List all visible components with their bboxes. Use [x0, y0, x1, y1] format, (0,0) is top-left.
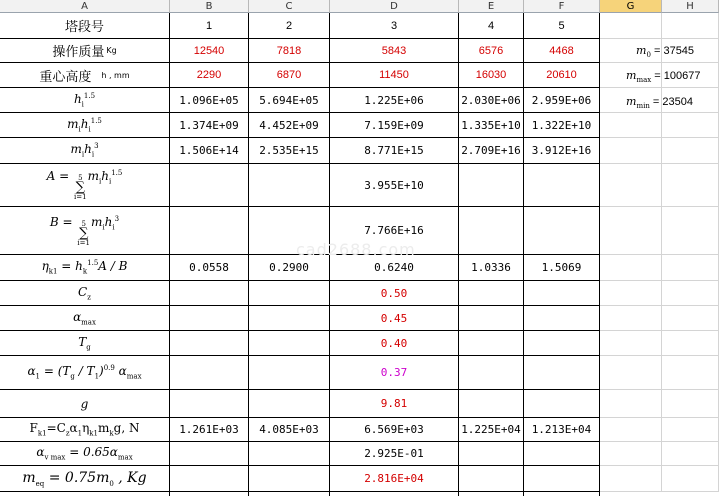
cell-empty[interactable] — [0, 492, 170, 496]
formula-eta[interactable]: $\eta_{k1} = h_k^{1.5}A / B$ — [0, 255, 170, 281]
cell-empty[interactable] — [600, 442, 662, 466]
cell-empty[interactable] — [459, 164, 524, 207]
cell-empty[interactable] — [600, 281, 662, 306]
cell-segment-2[interactable]: 2 — [249, 13, 330, 39]
row-Fk — [0, 418, 719, 442]
column-header-a[interactable]: A — [0, 0, 170, 13]
cell-empty[interactable] — [662, 466, 719, 492]
row-meq — [0, 466, 719, 492]
side-mmin-value: 23504 — [662, 96, 693, 108]
row-alpha-v — [0, 442, 719, 466]
cell-empty[interactable] — [459, 442, 524, 466]
cell-empty[interactable] — [524, 207, 600, 255]
cell-segment-1[interactable]: 1 — [170, 13, 249, 39]
cell-Fk-4[interactable]: 1.225E+04 — [459, 418, 524, 442]
cell-Fk-2[interactable]: 4.085E+03 — [249, 418, 330, 442]
cell-alpha-max-value[interactable]: 0.45 — [330, 306, 459, 331]
formula-alpha-max[interactable]: $\alpha_{max}$ — [0, 306, 170, 331]
row-g — [0, 390, 719, 418]
cell-empty[interactable] — [459, 390, 524, 418]
cell-Tg-value[interactable]: 0.40 — [330, 331, 459, 356]
cell-h15-1[interactable]: 1.096E+05 — [170, 88, 249, 113]
cell-segment-4[interactable]: 4 — [459, 13, 524, 39]
cell-empty[interactable] — [662, 306, 719, 331]
cell-empty[interactable] — [662, 442, 719, 466]
cell-mass-1[interactable]: 12540 — [170, 39, 249, 63]
cell-empty[interactable] — [662, 138, 719, 164]
cell-empty[interactable] — [249, 164, 330, 207]
cell-empty[interactable] — [170, 164, 249, 207]
cell-B-value[interactable]: 7.766E+16 — [330, 207, 459, 255]
row-mh15 — [0, 113, 719, 138]
formula-A[interactable]: A = 5 ∑ i=1 $m_ih_i^{1.5}$ — [0, 164, 170, 207]
label-height-text: 重心高度 — [39, 69, 92, 85]
formula-Tg[interactable]: $T_g$ — [0, 331, 170, 356]
cell-empty[interactable] — [170, 331, 249, 356]
cell-height-1[interactable]: 2290 — [170, 63, 249, 88]
cell-empty[interactable] — [524, 331, 600, 356]
cell-empty[interactable] — [600, 306, 662, 331]
row-partial — [0, 492, 719, 496]
cell-empty[interactable] — [662, 113, 719, 138]
cell-empty[interactable] — [662, 13, 719, 39]
cell-segment-3[interactable]: 3 — [330, 13, 459, 39]
cell-eta-4[interactable]: 1.0336 — [459, 255, 524, 281]
formula-alpha-v[interactable]: $\alpha_{v max} = 0.65\alpha_{max}$ — [0, 442, 170, 466]
cell-eta-3[interactable]: 0.6240 — [330, 255, 459, 281]
side-mmin[interactable]: $m_{min} = 23504$ — [626, 95, 693, 111]
cell-height-5[interactable]: 20610 — [524, 63, 600, 88]
formula-g[interactable]: g — [0, 390, 170, 418]
cell-empty[interactable] — [524, 390, 600, 418]
side-m0-value: 37545 — [663, 45, 695, 57]
cell-empty[interactable] — [600, 418, 662, 442]
cell-height-4[interactable]: 16030 — [459, 63, 524, 88]
cell-empty[interactable] — [600, 466, 662, 492]
cell-empty[interactable] — [600, 255, 662, 281]
cell-empty[interactable] — [662, 255, 719, 281]
cell-mh15-3[interactable]: 7.159E+09 — [330, 113, 459, 138]
cell-segment-5[interactable]: 5 — [524, 13, 600, 39]
cell-h15-5[interactable]: 2.959E+06 — [524, 88, 600, 113]
formula-mh3[interactable]: $m_ih_i^3$ — [0, 138, 170, 164]
cell-g-value[interactable]: 9.81 — [330, 390, 459, 418]
label-segment[interactable]: 塔段号 — [0, 13, 170, 39]
cell-meq-value[interactable]: 2.816E+04 — [330, 466, 459, 492]
cell-Fk-1[interactable]: 1.261E+03 — [170, 418, 249, 442]
row-Cz — [0, 281, 719, 306]
column-header-e[interactable]: E — [459, 0, 524, 13]
cell-alpha-v-value[interactable]: 2.925E-01 — [330, 442, 459, 466]
label-height[interactable] — [0, 63, 170, 88]
cell-empty[interactable] — [249, 492, 330, 496]
cell-empty[interactable] — [524, 442, 600, 466]
side-mmax-value: 100677 — [663, 70, 701, 82]
cell-height-2[interactable]: 6870 — [249, 63, 330, 88]
row-height — [0, 63, 719, 88]
cell-empty[interactable] — [600, 138, 662, 164]
cell-empty[interactable] — [330, 492, 459, 496]
row-h15 — [0, 88, 719, 113]
cell-eta-5[interactable]: 1.5069 — [524, 255, 600, 281]
cell-mh3-2[interactable]: 2.535E+15 — [249, 138, 330, 164]
cell-mh15-4[interactable]: 1.335E+10 — [459, 113, 524, 138]
row-mass — [0, 39, 719, 63]
cell-empty[interactable] — [249, 390, 330, 418]
cell-empty[interactable] — [170, 207, 249, 255]
cell-empty[interactable] — [249, 281, 330, 306]
cell-empty[interactable] — [459, 466, 524, 492]
cell-empty[interactable] — [459, 207, 524, 255]
cell-empty[interactable] — [170, 356, 249, 390]
cell-empty[interactable] — [662, 207, 719, 255]
column-header-g[interactable]: G — [600, 0, 662, 13]
cell-h15-4[interactable]: 2.030E+06 — [459, 88, 524, 113]
row-A — [0, 164, 719, 207]
formula-alpha1[interactable]: $\alpha_1 = (T_g / T_1)^{0.9}$ $\alpha_{max}$ — [0, 356, 170, 390]
formula-h15[interactable]: $h_i^{1.5}$ — [0, 88, 170, 113]
cell-empty[interactable] — [662, 331, 719, 356]
cell-empty[interactable] — [170, 492, 249, 496]
cell-empty[interactable] — [524, 306, 600, 331]
formula-Cz[interactable]: $C_z$ — [0, 281, 170, 306]
cell-empty[interactable] — [249, 356, 330, 390]
watermark: cad2688.com — [296, 240, 416, 259]
label-height-unit: h , mm — [101, 70, 130, 80]
cell-empty[interactable] — [249, 331, 330, 356]
cell-alpha1-value[interactable]: 0.37 — [330, 356, 459, 390]
cell-empty[interactable] — [170, 281, 249, 306]
cell-empty[interactable] — [524, 281, 600, 306]
side-m0[interactable]: $m_0 = 37545$ — [636, 44, 695, 60]
cell-mh15-2[interactable]: 4.452E+09 — [249, 113, 330, 138]
column-header-b[interactable]: B — [170, 0, 249, 13]
cell-Fk-3[interactable]: 6.569E+03 — [330, 418, 459, 442]
cell-empty[interactable] — [249, 442, 330, 466]
cell-empty[interactable] — [662, 164, 719, 207]
cell-empty[interactable] — [524, 466, 600, 492]
cell-empty[interactable] — [170, 466, 249, 492]
cell-empty[interactable] — [459, 356, 524, 390]
cell-empty[interactable] — [524, 492, 600, 496]
cell-empty[interactable] — [459, 306, 524, 331]
cell-empty[interactable] — [600, 164, 662, 207]
cell-mh3-4[interactable]: 2.709E+16 — [459, 138, 524, 164]
row-alpha-max — [0, 306, 719, 331]
cell-A-value[interactable]: 3.955E+10 — [330, 164, 459, 207]
cell-eta-1[interactable]: 0.0558 — [170, 255, 249, 281]
cell-empty[interactable] — [170, 442, 249, 466]
cell-empty[interactable] — [524, 164, 600, 207]
formula-B[interactable]: B = 5 ∑ i=1 $m_ih_i^3$ — [0, 207, 170, 255]
cell-empty[interactable] — [662, 356, 719, 390]
label-mass-text: 操作质量 — [52, 45, 105, 60]
cell-mh3-5[interactable]: 3.912E+16 — [524, 138, 600, 164]
cell-mh3-1[interactable]: 1.506E+14 — [170, 138, 249, 164]
label-mass[interactable] — [0, 39, 170, 63]
cell-Cz-value[interactable]: 0.50 — [330, 281, 459, 306]
cell-empty[interactable] — [459, 492, 524, 496]
cell-empty[interactable] — [600, 390, 662, 418]
row-mh3 — [0, 138, 719, 164]
cell-empty[interactable] — [249, 466, 330, 492]
row-segment — [0, 13, 719, 39]
cell-h15-2[interactable]: 5.694E+05 — [249, 88, 330, 113]
formula-mh15[interactable]: $m_ih_i^{1.5}$ — [0, 113, 170, 138]
column-header-h[interactable]: H — [662, 0, 719, 13]
column-header-c[interactable]: C — [249, 0, 330, 13]
cell-empty[interactable] — [600, 113, 662, 138]
cell-Fk-5[interactable]: 1.213E+04 — [524, 418, 600, 442]
cell-empty[interactable] — [170, 306, 249, 331]
cell-empty[interactable] — [600, 207, 662, 255]
column-header-d[interactable]: D — [330, 0, 459, 13]
cell-empty[interactable] — [600, 356, 662, 390]
cell-mh15-5[interactable]: 1.322E+10 — [524, 113, 600, 138]
cell-empty[interactable] — [524, 356, 600, 390]
formula-Fk[interactable]: $F_{k1}=C_z\alpha_1\eta_{k1}m_kg$, N — [0, 418, 170, 442]
cell-mass-4[interactable]: 6576 — [459, 39, 524, 63]
formula-meq[interactable]: $m_{eq} = 0.75m_0$ , Kg — [0, 466, 170, 492]
cell-empty[interactable] — [600, 13, 662, 39]
cell-empty[interactable] — [600, 331, 662, 356]
cell-mass-5[interactable]: 4468 — [524, 39, 600, 63]
cell-mh3-3[interactable]: 8.771E+15 — [330, 138, 459, 164]
cell-empty[interactable] — [459, 281, 524, 306]
side-mmax[interactable]: $m_{max} = 100677$ — [626, 69, 701, 85]
cell-empty[interactable] — [662, 390, 719, 418]
cell-height-3[interactable]: 11450 — [330, 63, 459, 88]
cell-empty[interactable] — [662, 281, 719, 306]
row-alpha1 — [0, 356, 719, 390]
cell-eta-2[interactable]: 0.2900 — [249, 255, 330, 281]
label-mass-unit: Kg — [106, 46, 117, 55]
column-header-f[interactable]: F — [524, 0, 600, 13]
cell-h15-3[interactable]: 1.225E+06 — [330, 88, 459, 113]
row-Tg — [0, 331, 719, 356]
cell-empty[interactable] — [170, 390, 249, 418]
cell-empty[interactable] — [249, 306, 330, 331]
cell-empty[interactable] — [459, 331, 524, 356]
cell-mass-3[interactable]: 5843 — [330, 39, 459, 63]
cell-mass-2[interactable]: 7818 — [249, 39, 330, 63]
cell-empty[interactable] — [662, 418, 719, 442]
cell-mh15-1[interactable]: 1.374E+09 — [170, 113, 249, 138]
